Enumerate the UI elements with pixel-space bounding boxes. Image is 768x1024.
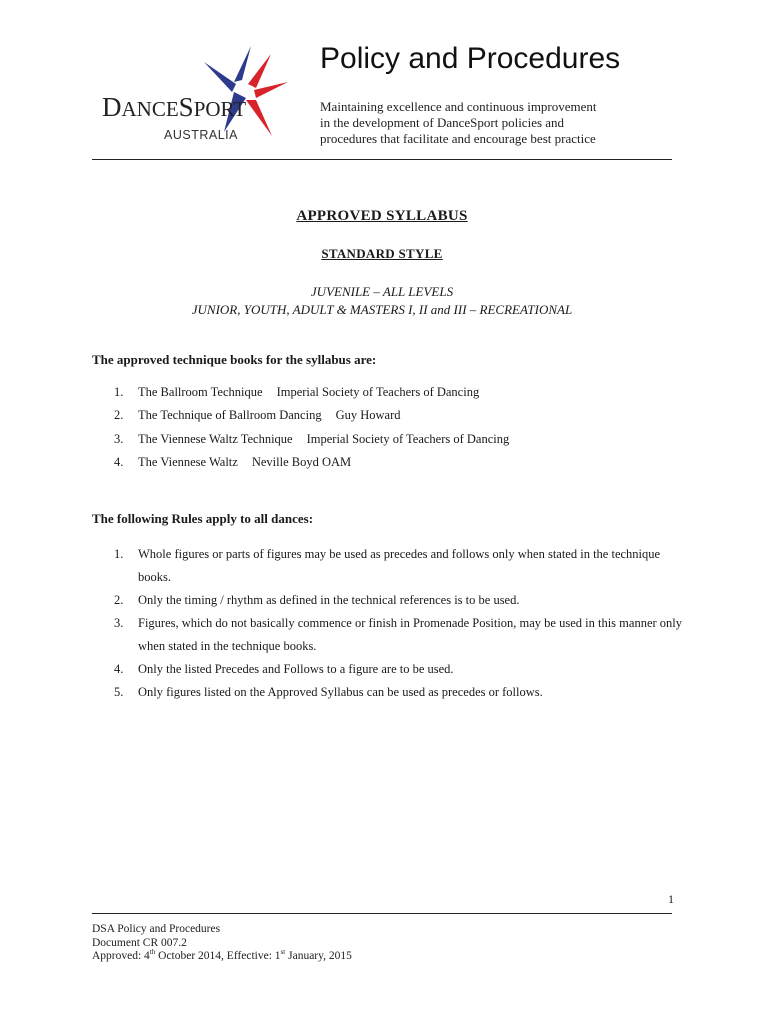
header-tagline	[320, 99, 650, 147]
list-item: 5. Only figures listed on the Approved Syllabus can be used as precedes or follows.	[114, 685, 543, 699]
books-list	[92, 383, 682, 476]
tagline-line: in the development of DanceSport policies and	[320, 115, 565, 130]
list-item: 1. The Ballroom Technique Imperial Society of Teachers of Dancing	[114, 385, 480, 399]
footer	[92, 923, 352, 964]
list-item: 4. Only the listed Precedes and Follows to a figure are to be used.	[114, 662, 454, 676]
list-item: 4. The Viennese Waltz Neville Boyd OAM	[114, 454, 352, 469]
list-item: 3. Figures, which do not basically commence or finish in Promenade Position, may be used in this manner only when stated in the technique books.	[114, 616, 683, 653]
list-item: 1. Whole figures or parts of figures may be used as precedes and follows only when stated in the technique books.	[114, 547, 661, 584]
tagline-line: procedures that facilitate and encourage best practice	[320, 131, 596, 146]
logo-subtitle: AUSTRALIA	[164, 128, 238, 142]
star-red-ray-right	[254, 82, 288, 98]
document-subtitle: STANDARD STYLE	[321, 246, 443, 261]
rules-list	[92, 543, 682, 704]
document-title: APPROVED SYLLABUS	[296, 208, 468, 224]
tagline-line: Maintaining excellence and continuous improvement	[320, 99, 597, 114]
star-blue-ray-left	[204, 62, 236, 92]
star-red-ray-bottom	[246, 100, 272, 136]
category-line: JUVENILE – ALL LEVELS	[310, 284, 454, 299]
list-item: 3. The Viennese Waltz Technique Imperial Society of Teachers of Dancing	[114, 431, 510, 446]
footer-line: Document CR 007.2	[92, 936, 187, 949]
star-blue-ray-top	[234, 46, 251, 82]
header-title: Policy and Procedures	[320, 42, 621, 75]
list-item: 2. The Technique of Ballroom Dancing Guy Howard	[114, 408, 401, 423]
dancesport-australia-logo	[96, 40, 296, 150]
list-item: 2. Only the timing / rhythm as defined in the technical references is to be used.	[114, 593, 520, 607]
category-line: JUNIOR, YOUTH, ADULT & MASTERS I, II and III – RECREATIONAL	[191, 302, 573, 317]
footer-divider	[92, 913, 672, 914]
logo-wordmark: DANCESPORT	[102, 92, 247, 122]
rules-heading: The following Rules apply to all dances:	[92, 511, 314, 526]
header-divider	[92, 159, 672, 160]
books-heading: The approved technique books for the syllabus are:	[92, 352, 377, 367]
page-number: 1	[668, 892, 674, 906]
footer-line: DSA Policy and Procedures	[92, 923, 221, 935]
star-red-ray-top	[248, 54, 271, 88]
footer-approval-line: Approved: 4th October 2014, Effective: 1st January, 2015	[92, 948, 352, 962]
